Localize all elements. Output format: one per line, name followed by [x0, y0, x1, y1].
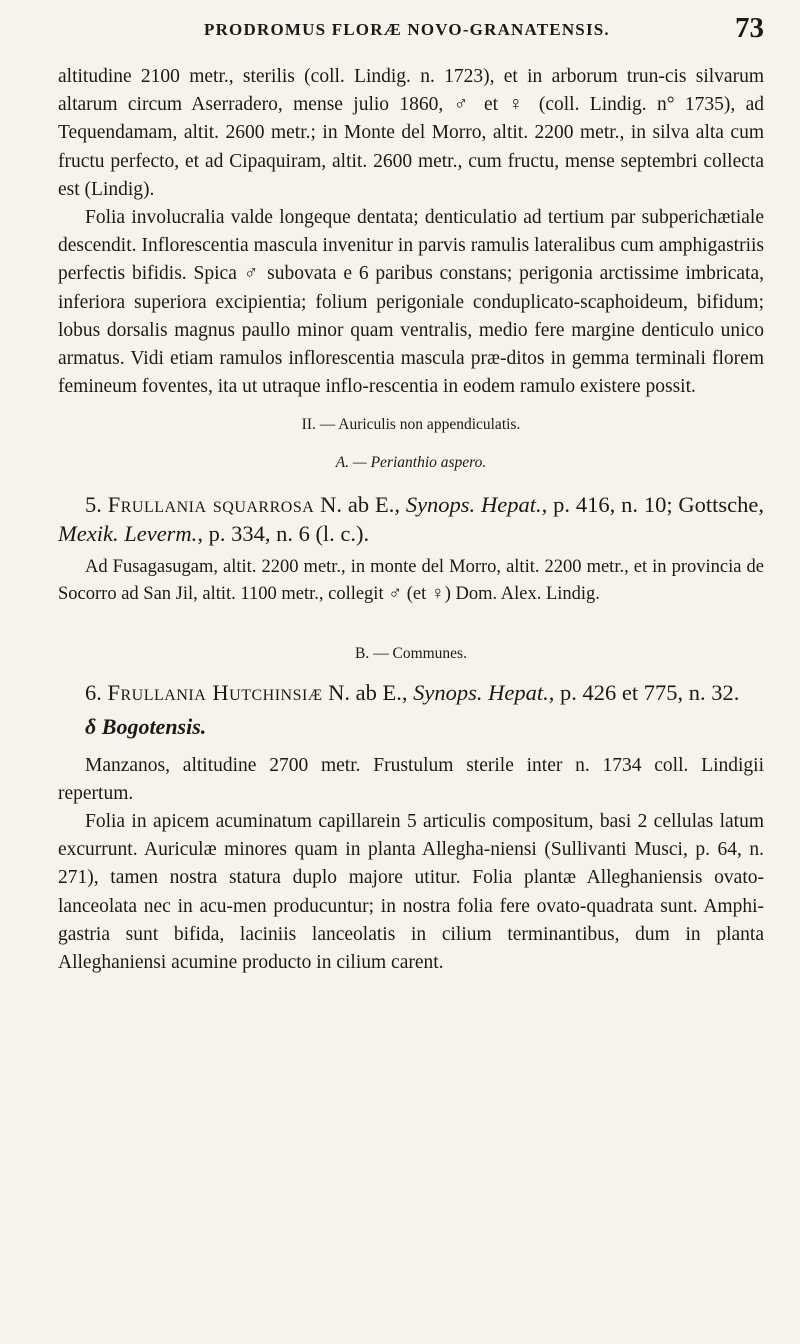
reference-work-2: Mexik. Leverm. [58, 520, 198, 546]
page-header [58, 10, 764, 50]
species-entry-5 [58, 490, 764, 548]
reference-detail-2: , p. 334, n. 6 (l. c.). [197, 520, 370, 546]
paragraph-description: Folia involucralia valde longeque dentata; denticulatio ad tertium par subperichætiale descendit. Inflorescentia mascula invenitur in parvis ramulis lateralibus cum amphigastriis perfectis bifidis. Spica ♂ subovata e 6 paribus constans; perigonia arctissime imbricata, inferiora superiora excipientia; folium perigoniale conduplicato-scaphoideum, bifidum; lobus dorsalis magnus paullo minor quam ventralis, medio fere margine denticulo unico armatus. Vidi etiam ramulos inflorescentia mascula præ-ditos in gemma terminali florem femineum foventes, ita ut utraque inflo-rescentia in eodem ramulo existere possit. [58, 207, 764, 398]
paragraph-localities: Ad Fusagasugam, altit. 2200 metr., in monte del Morro, altit. 2200 metr., et in provincia de Socorro ad San Jil, altit. 1100 metr., collegit ♂ (et ♀) Dom. Alex. Lindig. [58, 556, 764, 605]
entry-number: 5. [85, 491, 102, 517]
entry-number: 6. [85, 680, 102, 706]
species-authority: N. ab E., [328, 680, 408, 706]
species-authority: N. ab E., [320, 491, 400, 517]
subheading-group-B: B. — Communes. [355, 645, 467, 663]
reference-detail: , p. 416, n. 10; Gottsche, [541, 491, 765, 517]
variety-name: δ Bogotensis. [85, 714, 207, 740]
reference-detail: , p. 426 et 775, n. 32. [548, 680, 740, 706]
paragraph-comparison: Folia in apicem acuminatum capillarein 5 articulis compositum, basi 2 cellulas latum excurrunt. Auriculæ minores quam in planta Allegha-niensi (Sullivanti Musci, p. 64, n. 271), tamen nostra statura duplo majore utitur. Folia plantæ Alleghaniensis ovato-lanceolata nec in acu-men producuntur; in nostra folia fere ovato-quadrata sunt. Amphi-gastria sunt bifida, laciniis lanceolatis in cilium terminantibus, dum in planta Alleghaniensi acumine producto in cilium carent. [58, 811, 764, 974]
species-name: Frullania Hutchinsiæ [107, 680, 323, 706]
running-head: PRODROMUS FLORÆ NOVO-GRANATENSIS. [204, 20, 610, 39]
species-name: Frullania squarrosa [107, 491, 315, 517]
page-body [58, 63, 764, 977]
reference-work: Synops. Hepat. [405, 491, 542, 517]
page-number: 73 [735, 12, 764, 44]
reference-work: Synops. Hepat. [413, 680, 549, 706]
species-entry-6 [58, 678, 764, 707]
subheading-group-A: A. — Perianthio aspero. [335, 454, 487, 472]
subheading-section-II: II. — Auriculis non appendiculatis. [301, 416, 521, 434]
paragraph-continuation: altitudine 2100 metr., sterilis (coll. Lindig. n. 1723), et in arborum trun-cis silvarum altarum circum Aserradero, mense julio 1860, ♂ et ♀ (coll. Lindig. n° 1735), ad Tequendamam, altit. 2600 metr.; in Monte del Morro, altit. 2200 metr., in silva alta cum fructu perfecto, et ad Cipaquiram, altit. 2600 metr., cum fructu, mense septembri collecta est (Lindig). [58, 66, 764, 200]
paragraph-specimen: Manzanos, altitudine 2700 metr. Frustulum sterile inter n. 1734 coll. Lindigii repertum. [58, 754, 764, 804]
